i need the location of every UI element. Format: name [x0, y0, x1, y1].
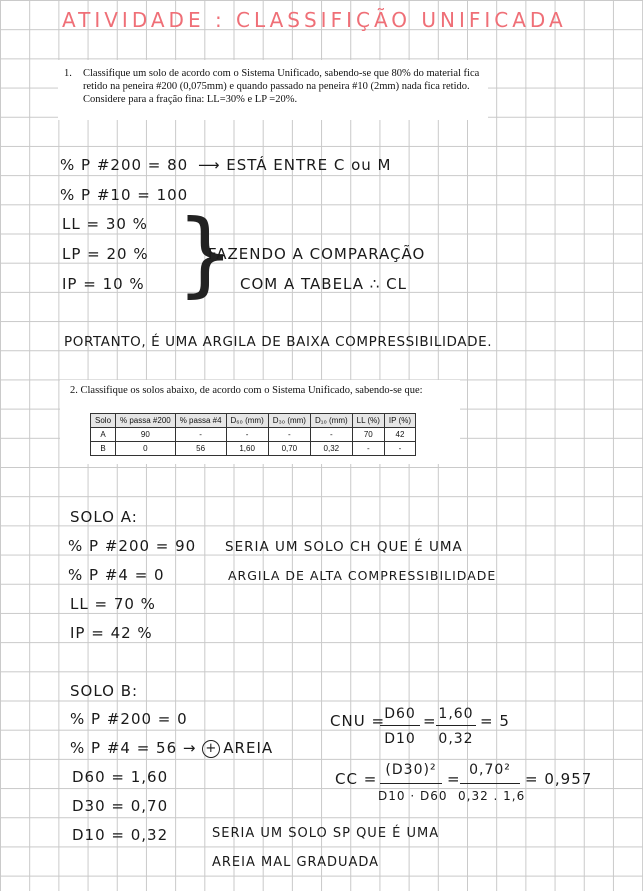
table-cell: 90 — [116, 428, 176, 442]
soil-b-result-1: SERIA UM SOLO SP QUE É UMA — [212, 826, 440, 841]
soil-b-p4-result: AREIA — [223, 739, 274, 757]
table-header: Solo — [91, 414, 116, 428]
answer1-ll: LL = 30 % — [62, 215, 148, 233]
table-header: LL (%) — [352, 414, 384, 428]
soil-b-p4-line — [70, 739, 273, 758]
table-cell: 1,60 — [226, 442, 268, 456]
cc-denominator-1: D10 · D60 — [378, 789, 448, 803]
answer1-p10: % P #10 = 100 — [60, 186, 189, 204]
question-1-box — [58, 60, 488, 120]
table-cell: - — [175, 428, 226, 442]
plus-circle-icon: + — [202, 740, 220, 758]
table-cell: - — [352, 442, 384, 456]
fraction-bar — [460, 783, 520, 784]
fraction-bar — [436, 725, 476, 726]
question-2-number: 2. — [70, 385, 78, 396]
answer1-p200: % P #200 = 80 — [60, 156, 189, 174]
cnu-numerator-1: D60 — [384, 706, 416, 722]
soil-a-label: SOLO A: — [70, 508, 138, 526]
table-cell: 0,70 — [268, 442, 310, 456]
cc-denominator-2: 0,32 . 1,6 — [458, 789, 526, 803]
soil-data-table — [90, 413, 416, 456]
cnu-numerator-2: 1,60 — [438, 706, 474, 722]
table-cell: A — [91, 428, 116, 442]
table-row — [91, 428, 416, 442]
question-2-text — [70, 385, 423, 396]
question-1-text: Classifique um solo de acordo com o Sistema Unificado, sabendo-se que 80% do material fica retido na peneira #200 (0,075mm) e quando passado na peneira #10 (2mm) nada fica retido. Considere para a fração fina: LL=30% e LP =20%. — [83, 68, 480, 105]
equals-sign: = — [423, 712, 437, 730]
table-header: D₁₀ (mm) — [310, 414, 352, 428]
table-cell: - — [268, 428, 310, 442]
table-cell: 70 — [352, 428, 384, 442]
soil-b-p200: % P #200 = 0 — [70, 710, 188, 728]
table-cell: 0,32 — [310, 442, 352, 456]
table-cell: 42 — [384, 428, 415, 442]
soil-a-p4: % P #4 = 0 — [68, 566, 165, 584]
answer1-p200-note: ⟶ ESTÁ ENTRE C ou M — [198, 156, 392, 174]
soil-a-p200: % P #200 = 90 — [68, 537, 197, 555]
cc-numerator-2: 0,70² — [469, 762, 511, 778]
answer1-comparison-2: COM A TABELA ∴ CL — [240, 275, 407, 293]
answer1-conclusion: PORTANTO, É UMA ARGILA DE BAIXA COMPRESSIBILIDADE. — [64, 334, 493, 350]
table-header: % passa #4 — [175, 414, 226, 428]
answer1-lp: LP = 20 % — [62, 245, 149, 263]
cc-numerator-1: (D30)² — [385, 762, 437, 778]
table-header: D₆₀ (mm) — [226, 414, 268, 428]
question-2-box — [60, 380, 460, 464]
question-2-statement: Classifique os solos abaixo, de acordo com o Sistema Unificado, sabendo-se que: — [80, 385, 423, 396]
arrow-right-icon: → — [182, 739, 197, 757]
soil-a-ip: IP = 42 % — [70, 624, 153, 642]
table-cell: - — [226, 428, 268, 442]
cnu-result: = 5 — [480, 712, 510, 730]
cc-label: CC = — [335, 770, 378, 788]
cnu-denominator-2: 0,32 — [438, 731, 474, 747]
soil-b-label: SOLO B: — [70, 682, 139, 700]
fraction-bar — [380, 783, 442, 784]
soil-a-result-1: SERIA UM SOLO CH QUE É UMA — [225, 539, 463, 555]
table-cell: 56 — [175, 442, 226, 456]
page-title: ATIVIDADE : CLASSIFIÇÃO UNIFICADA — [62, 8, 567, 32]
cc-result: = 0,957 — [525, 770, 593, 788]
table-header: % passa #200 — [116, 414, 176, 428]
soil-b-d60: D60 = 1,60 — [72, 768, 169, 786]
soil-a-result-2: ARGILA DE ALTA COMPRESSIBILIDADE — [228, 568, 497, 583]
table-cell: - — [384, 442, 415, 456]
table-header-row — [91, 414, 416, 428]
curly-brace-icon: } — [176, 200, 235, 307]
answer1-ip: IP = 10 % — [62, 275, 145, 293]
table-header: D₃₀ (mm) — [268, 414, 310, 428]
table-cell: 0 — [116, 442, 176, 456]
fraction-bar — [380, 725, 420, 726]
cnu-denominator-1: D10 — [384, 731, 416, 747]
cnu-label: CNU = — [330, 712, 386, 730]
table-cell: - — [310, 428, 352, 442]
soil-b-d30: D30 = 0,70 — [72, 797, 169, 815]
soil-b-p4: % P #4 = 56 — [70, 739, 178, 757]
answer1-comparison-1: FAZENDO A COMPARAÇÃO — [208, 245, 426, 263]
soil-b-result-2: AREIA MAL GRADUADA — [212, 855, 380, 870]
table-header: IP (%) — [384, 414, 415, 428]
equals-sign: = — [447, 770, 461, 788]
table-cell: B — [91, 442, 116, 456]
table-row — [91, 442, 416, 456]
soil-b-d10: D10 = 0,32 — [72, 826, 169, 844]
soil-a-ll: LL = 70 % — [70, 595, 156, 613]
question-1-number: 1. — [64, 68, 72, 79]
